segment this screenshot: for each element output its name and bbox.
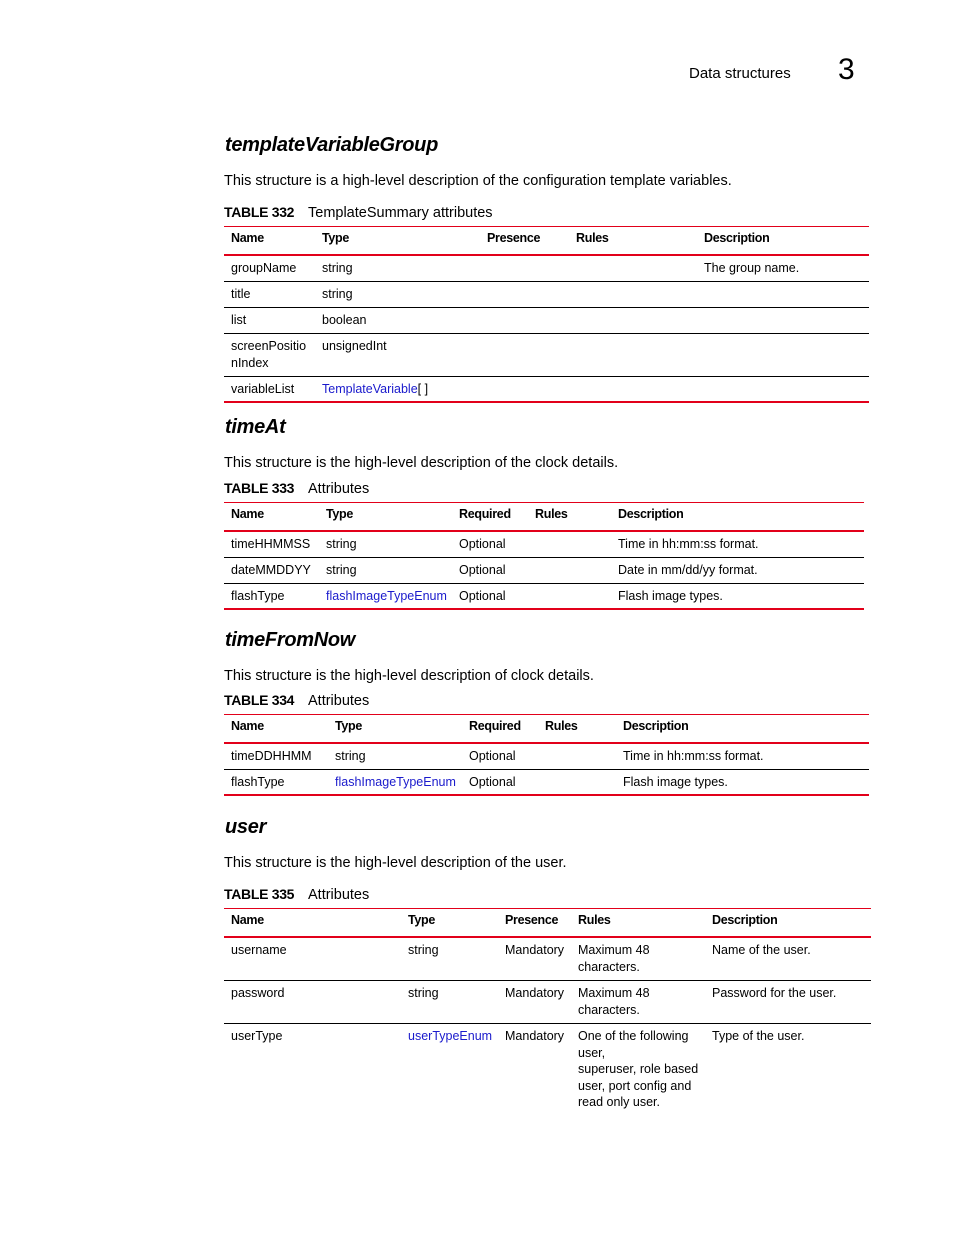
column-header: Rules: [545, 719, 578, 733]
cell-presence: Mandatory: [505, 986, 565, 1000]
section-heading-timeat: timeAt: [225, 416, 286, 438]
type-link-templatevariable[interactable]: TemplateVariable: [322, 382, 418, 396]
table-333: [224, 502, 864, 610]
cell-name: flashType: [231, 589, 285, 603]
table-row: [224, 308, 869, 334]
table-title: TemplateSummary attributes: [308, 205, 493, 221]
column-header: Rules: [578, 913, 611, 927]
type-link-usertypeenum[interactable]: userTypeEnum: [408, 1029, 493, 1043]
cell-rules: Maximum 48 characters.: [578, 986, 650, 1017]
table-number: TABLE 334: [224, 692, 295, 708]
cell-type: string: [326, 537, 357, 551]
section-heading-templatevariablegroup: templateVariableGroup: [225, 134, 439, 156]
section-intro: This structure is a high-level description of the configuration template variables.: [224, 173, 732, 189]
table-row: [224, 1024, 871, 1116]
column-header: Description: [623, 719, 689, 733]
table-number: TABLE 333: [224, 480, 295, 496]
column-header: Rules: [576, 231, 609, 245]
column-header: Description: [704, 231, 770, 245]
table-header-row: [224, 503, 864, 532]
cell-description: Type of the user.: [712, 1029, 805, 1043]
cell-required: Optional: [469, 775, 516, 789]
cell-name: timeHHMMSS: [231, 537, 311, 551]
cell-type: boolean: [322, 313, 367, 327]
section-heading-timefromnow: timeFromNow: [225, 629, 356, 651]
cell-description: Password for the user.: [712, 986, 837, 1000]
cell-rules: Maximum 48 characters.: [578, 943, 650, 974]
chapter-title: Data structures: [689, 65, 791, 82]
column-header: Description: [712, 913, 778, 927]
column-header: Presence: [487, 231, 541, 245]
column-header: Name: [231, 231, 264, 245]
cell-type: [322, 381, 428, 398]
cell-name: userType: [231, 1029, 283, 1043]
table-row: [224, 377, 869, 401]
cell-name: groupName: [231, 261, 297, 275]
cell-name: timeDDHHMM: [231, 749, 312, 763]
column-header: Required: [459, 507, 511, 521]
cell-name: password: [231, 986, 285, 1000]
table-row: [224, 981, 871, 1024]
cell-name: screenPositio nIndex: [231, 339, 307, 370]
section-heading-user: user: [225, 816, 267, 838]
table-header-row: [224, 715, 869, 744]
table-row: [224, 584, 864, 608]
cell-name: username: [231, 943, 287, 957]
column-header: Rules: [535, 507, 568, 521]
table-row: [224, 282, 869, 308]
column-header: Type: [335, 719, 363, 733]
cell-name: flashType: [231, 775, 285, 789]
cell-required: Optional: [459, 563, 506, 577]
column-header: Presence: [505, 913, 559, 927]
cell-description: Flash image types.: [618, 589, 723, 603]
table-title: Attributes: [308, 481, 370, 497]
column-header: Name: [231, 913, 264, 927]
cell-required: Optional: [469, 749, 516, 763]
type-link-flashimagetypeenum[interactable]: flashImageTypeEnum: [335, 775, 456, 789]
chapter-number: 3: [838, 53, 855, 86]
table-title: Attributes: [308, 693, 370, 709]
cell-description: The group name.: [704, 261, 800, 275]
section-intro: This structure is the high-level description of the user.: [224, 855, 567, 871]
column-header: Name: [231, 507, 264, 521]
table-header-row: [224, 909, 871, 938]
column-header: Type: [408, 913, 436, 927]
table-row: [224, 770, 869, 794]
cell-presence: Mandatory: [505, 1029, 565, 1043]
cell-presence: Mandatory: [505, 943, 565, 957]
cell-type: unsignedInt: [322, 339, 387, 353]
table-332: [224, 226, 869, 403]
table-334: [224, 714, 869, 796]
column-header: Required: [469, 719, 521, 733]
section-intro: This structure is the high-level description of the clock details.: [224, 455, 619, 471]
cell-description: Name of the user.: [712, 943, 811, 957]
cell-rules: One of the following user, superuser, role based user, port config and read only user.: [578, 1029, 699, 1109]
type-link-flashimagetypeenum[interactable]: flashImageTypeEnum: [326, 589, 447, 603]
column-header: Name: [231, 719, 264, 733]
table-number: TABLE 335: [224, 886, 295, 902]
table-row: [224, 532, 864, 558]
table-caption: [224, 480, 369, 497]
table-number: TABLE 332: [224, 204, 295, 220]
type-suffix: [ ]: [417, 382, 429, 396]
cell-required: Optional: [459, 537, 506, 551]
cell-name: title: [231, 287, 251, 301]
cell-description: Date in mm/dd/yy format.: [618, 563, 758, 577]
table-row: [224, 744, 869, 770]
table-335: [224, 908, 871, 1116]
cell-type: string: [326, 563, 357, 577]
cell-type: string: [322, 261, 353, 275]
cell-type: string: [408, 986, 439, 1000]
cell-description: Time in hh:mm:ss format.: [618, 537, 759, 551]
cell-type: string: [335, 749, 366, 763]
table-caption: [224, 886, 369, 903]
cell-name: variableList: [231, 382, 295, 396]
cell-type: string: [408, 943, 439, 957]
column-header: Type: [326, 507, 354, 521]
table-row: [224, 558, 864, 584]
section-intro: This structure is the high-level description of clock details.: [224, 668, 594, 684]
table-caption: [224, 204, 493, 221]
cell-required: Optional: [459, 589, 506, 603]
cell-description: Flash image types.: [623, 775, 728, 789]
cell-name: dateMMDDYY: [231, 563, 311, 577]
table-row: [224, 334, 869, 377]
table-title: Attributes: [308, 887, 370, 903]
table-row: [224, 256, 869, 282]
cell-type: string: [322, 287, 353, 301]
table-caption: [224, 692, 369, 709]
table-row: [224, 938, 871, 981]
column-header: Type: [322, 231, 350, 245]
cell-name: list: [231, 313, 247, 327]
cell-description: Time in hh:mm:ss format.: [623, 749, 764, 763]
column-header: Description: [618, 507, 684, 521]
table-header-row: [224, 227, 869, 256]
